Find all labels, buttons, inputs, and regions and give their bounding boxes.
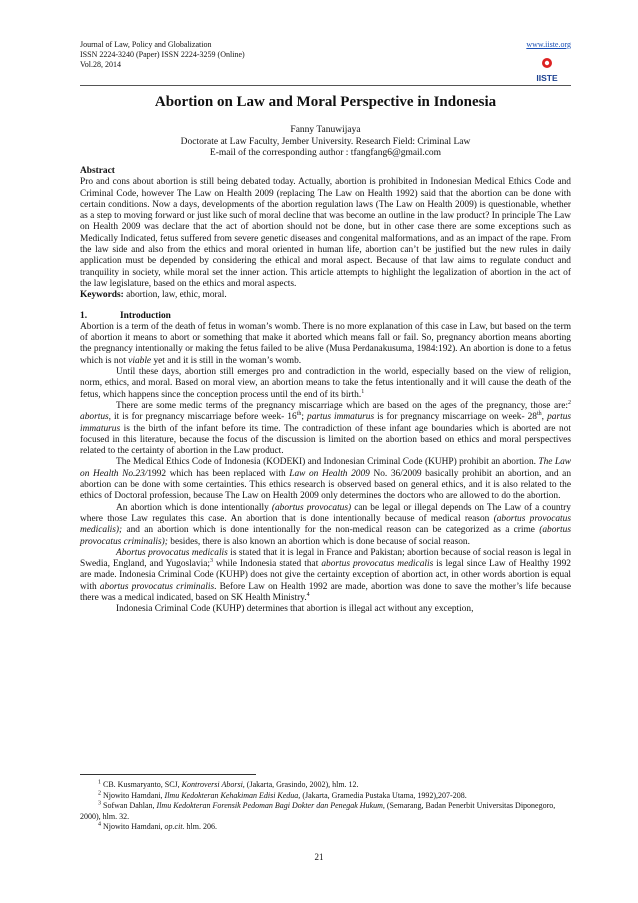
iiste-logo [532,54,562,86]
abstract-heading: Abstract [80,166,115,176]
paragraph-4: The Medical Ethics Code of Indonesia (KODEKI) and Indonesian Criminal Code (KUHP) prohibit an abortion. The Law on Health No.23/1992 which has been replaced with Law on Health 2009 No. 36/2009 basically prohibit an abortion, and an abortion can be done with some certainties. This ethics research is observed based on general ethics, and it is also related to the ethics of Doctoral profession, because The Law on Health 2009 only determines the doctors who are allowed to do the abortion. [80,457,572,502]
footnote-ref: 2 [568,399,571,406]
footnote-1: $^1$ CB. Kusmaryanto, SCJ, Kontroversi Aborsi, (Jakarta, Grasindo, 2002), hlm. 12. [98,779,359,789]
journal-name: Journal of Law, Policy and Globalization [80,40,212,49]
paragraph-3: There are some medic terms of the pregnancy miscarriage which are based on the ages of the pregnancy, those are:$^2$ abortus, it is for pregnancy miscarriage before week- 16th; partus immaturus is for pregnancy miscarriage on week- 28th, partus immaturus is the birth of the infant before its time. The contradiction of these infant age boundaries which is aborted are not focused in this literature, because the focus of the discussion is limited on the abortion based on ethics and moral perspectives related to the certainty of abortion in the Law product. [80,399,572,457]
author-email: E-mail of the corresponding author : tfangfang6@gmail.com [209,148,442,158]
footnote-ref: 1 [361,388,365,395]
logo-text: IISTE [536,73,558,83]
volume-line: Vol.28, 2014 [80,60,121,69]
header-divider [80,85,571,86]
footnote-4: $^4$ Njowito Hamdani, op.cit. hlm. 206. [98,821,217,831]
author-affiliation: Doctorate at Law Faculty, Jember University. Research Field: Criminal Law [180,136,471,147]
footnote-divider [80,774,256,775]
running-header [80,40,245,70]
page-number: 21 [314,852,324,862]
footnote-ref: 3 [210,557,214,564]
paragraph-1: Abortion is a term of the death of fetus in woman’s womb. There is no more explanation of this case in Law, but based on the term of abortion it means to abort or something that make it aborted which means fall or fail. So, pregnancy abortion means aborting the pregnancy intentionally or making the fetus failed to be alive (Musa Perdanakusuma, 1984:192). An abortion is done to a fetus which is not viable yet and it is still in the woman’s womb. [80,321,571,366]
keywords-label: Keywords: [80,290,124,301]
abstract-text: Pro and cons about abortion is still being debated today. Actually, abortion is prohibited in Indonesian Medical Ethics Code and Criminal Code, however The Law on Health 2009 (replacing The Law on Health 1992) said that the abortion can be done with certain conditions. Now a days, developments of the abortion regulation laws (The Law on Health 2009) is questionable, whether as a step to moving forward or just like such of moral decline that was become an outline in the law product? In principle The Law on Health 2009 was declare that the act of abortion should not be done, but in other case there are some exceptions such as Medically Indicated, fetus suffered from severe genetic diseases and congenital malformations, and as an impact of the rape. From the law side and also from the ethics and moral oriented in human life, abortion can’t be justified but the new rules in daily application must be depended by considering the ethical and moral aspect. Because of that law aims to regulate conduct and tranquility in society, while moral set the inner action. This article attempts to highlight the legalization of abortion in the act of the law legislature, based on the ethics and moral aspects. [80,177,571,289]
footnote-ref: 4 [306,591,310,598]
keywords-text: abortion, law, ethic, moral. [126,290,227,301]
issn-line: ISSN 2224-3240 (Paper) ISSN 2224-3259 (Online) [80,50,245,59]
footnote-3: $^3$ Sofwan Dahlan, Ilmu Kedokteran Forensik Pedoman Bagi Dokter dan Penegak Hukum, (Semarang, Badan Penerbit Universitas Diponegoro, 2000), hlm. 32. [80,800,556,821]
journal-url-link[interactable]: www.iiste.org [526,40,571,49]
keywords-line [80,290,571,301]
footnote-2: $^2$ Njowito Hamdani, Ilmu Kedokteran Kehakiman Edisi Kedua, (Jakarta, Gramedia Pustaka Utama, 1992),207-208. [98,789,467,800]
paragraph-7: Indonesia Criminal Code (KUHP) determines that abortion is illegal act without any exception, [116,604,474,615]
paragraph-6: Abortus provocatus medicalis is stated that it is legal in France and Pakistan; abortion because of social reason is legal in Swedia, England, and Yugoslavia;$^3$ while Indonesia stated that abortus provocatus medicalis is legal since Law of Healthy 1992 are made. Indonesia Criminal Code (KUHP) does not give the certainty exception of abortion act, in other words abortion is equal with abortus provocatus criminalis. Before Law on Health 1992 are made, abortion was done to save the mother’s life because there was a medical indicated, based on SK Health Ministry.$^4$ [80,547,572,603]
author-block [80,125,571,160]
section-number: 1. [80,310,88,321]
paper-title: Abortion on Law and Moral Perspective in Indonesia [154,94,497,110]
section-title: Introduction [120,310,171,321]
paragraph-5: An abortion which is done intentionally (abortus provocatus) can be legal or illegal depends on The Law of a country where those Law regulates this case. An abortion that is done intentionally because of medical reason (abortus provocatus medicalis); and an abortion which is done intentionally for the non-medical reason can be categorized as a crime (abortus provocatus criminalis); besides, there is also known an abortion which is done because of social reason. [80,502,571,547]
paper-body [80,166,571,616]
footnotes [80,780,571,833]
author-name: Fanny Tanuwijaya [290,125,361,135]
section-heading [80,311,571,322]
paragraph-2: Until these days, abortion still emerges pro and contradiction in the world, especially based on the view of religion, norm, ethics, and moral. Based on moral view, an abortion means to take the fetus intentionally and it will cause the death of the fetus, which happens since the conception process until the end of its birth.$^1$ [80,367,571,400]
